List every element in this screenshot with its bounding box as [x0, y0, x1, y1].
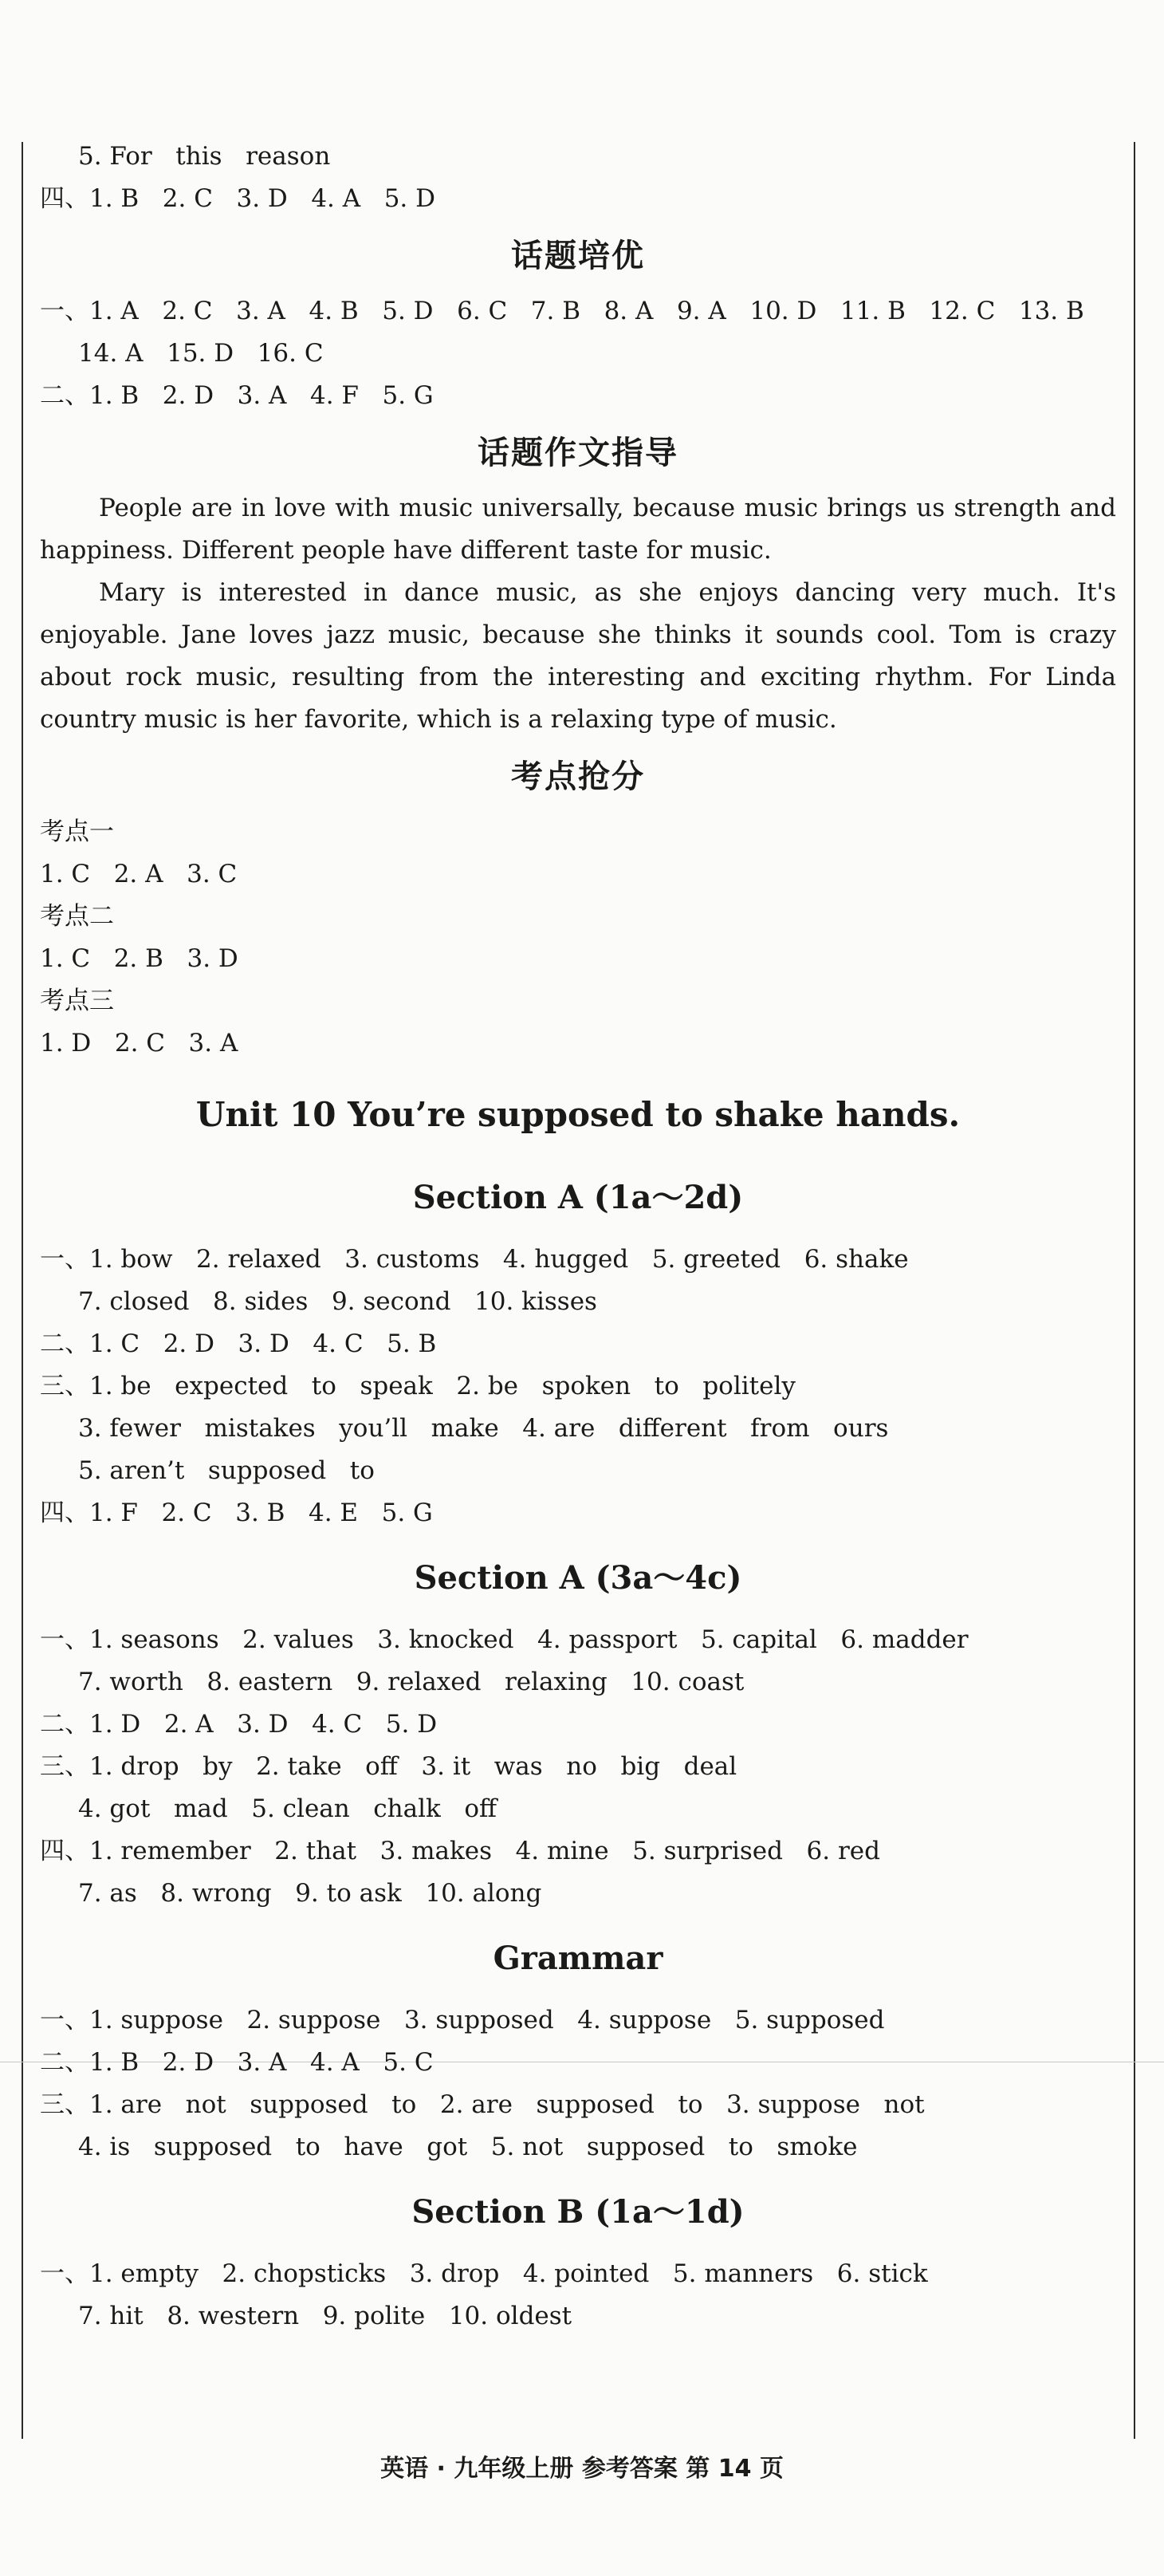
answer-line: 一、1. seasons 2. values 3. knocked 4. passport 5. capital 6. madder — [40, 1625, 969, 1654]
answer-line: 考点一 — [40, 817, 114, 846]
answer-line: 3. fewer mistakes you’ll make 4. are different from ours — [78, 1414, 889, 1443]
section-title-section-b-1: Section B (1a～1d) — [411, 2193, 745, 2231]
section-title-grammar: Grammar — [493, 1940, 663, 1977]
answer-line: 一、1. suppose 2. suppose 3. supposed 4. suppose 5. supposed — [40, 2006, 885, 2034]
answer-line: 4. is supposed to have got 5. not supposed to smoke — [78, 2133, 858, 2161]
answer-line: 一、1. A 2. C 3. A 4. B 5. D 6. C 7. B 8. A 9. A 10. D 11. B 12. C 13. B — [40, 297, 1084, 325]
answer-line: 5. aren’t supposed to — [78, 1456, 375, 1485]
answer-key-content — [40, 136, 1116, 2338]
answer-line: 一、1. bow 2. relaxed 3. customs 4. hugged 5. greeted 6. shake — [40, 1245, 909, 1274]
answer-line: 二、1. D 2. A 3. D 4. C 5. D — [40, 1710, 438, 1739]
answer-line: 四、1. remember 2. that 3. makes 4. mine 5. surprised 6. red — [40, 1837, 880, 1865]
answer-line: 四、1. F 2. C 3. B 4. E 5. G — [40, 1499, 433, 1527]
answer-line: 三、1. be expected to speak 2. be spoken to politely — [40, 1372, 796, 1400]
answer-line: 7. as 8. wrong 9. to ask 10. along — [78, 1879, 542, 1908]
answer-line: 14. A 15. D 16. C — [78, 339, 324, 368]
unit-title: Unit 10 You’re supposed to shake hands. — [195, 1095, 961, 1134]
answer-line: 三、1. drop by 2. take off 3. it was no big deal — [40, 1752, 737, 1781]
answer-line: 1. C 2. B 3. D — [40, 944, 238, 973]
answer-line: 考点三 — [40, 987, 114, 1015]
essay-paragraph: Mary is interested in dance music, as she enjoys dancing very much. It's enjoyable. Jane loves jazz music, because she thinks it sounds cool. Tom is crazy about rock music, resulting from the interesting and exciting rhythm. For Linda country music is her favorite, which is a relaxing type of music. — [40, 578, 1116, 734]
answer-line: 二、1. C 2. D 3. D 4. C 5. B — [40, 1329, 437, 1358]
answer-line: 1. C 2. A 3. C — [40, 860, 238, 888]
answer-line: 考点二 — [40, 902, 114, 931]
page-footer: 英语 · 九年级上册 参考答案 第 14 页 — [380, 2455, 784, 2483]
section-title-section-a-2: Section A (3a～4c) — [414, 1559, 742, 1597]
answer-line: 7. worth 8. eastern 9. relaxed relaxing 10. coast — [78, 1668, 745, 1696]
section-title-topic-plus: 话题培优 — [511, 238, 645, 274]
answer-line: 二、1. B 2. D 3. A 4. A 5. C — [40, 2048, 434, 2077]
answer-line: 7. closed 8. sides 9. second 10. kisses — [78, 1287, 597, 1316]
answer-line: 四、1. B 2. C 3. D 4. A 5. D — [40, 184, 435, 213]
answer-line: 5. For this reason — [78, 142, 331, 171]
answer-line: 4. got mad 5. clean chalk off — [78, 1794, 497, 1823]
essay-paragraph: People are in love with music universally, because music brings us strength and happiness. Different people have different taste for music. — [40, 494, 1116, 565]
section-title-exam-points: 考点抢分 — [511, 758, 645, 795]
answer-line: 7. hit 8. western 9. polite 10. oldest — [78, 2302, 572, 2330]
section-title-section-a-1: Section A (1a～2d) — [412, 1179, 744, 1216]
section-title-writing-guide: 话题作文指导 — [478, 435, 678, 471]
right-border-line — [1134, 142, 1135, 2439]
left-border-line — [22, 142, 23, 2439]
answer-line: 一、1. empty 2. chopsticks 3. drop 4. pointed 5. manners 6. stick — [40, 2259, 928, 2288]
answer-line: 1. D 2. C 3. A — [40, 1029, 238, 1058]
answer-line: 三、1. are not supposed to 2. are supposed to 3. suppose not — [40, 2090, 925, 2119]
answer-line: 二、1. B 2. D 3. A 4. F 5. G — [40, 381, 434, 410]
